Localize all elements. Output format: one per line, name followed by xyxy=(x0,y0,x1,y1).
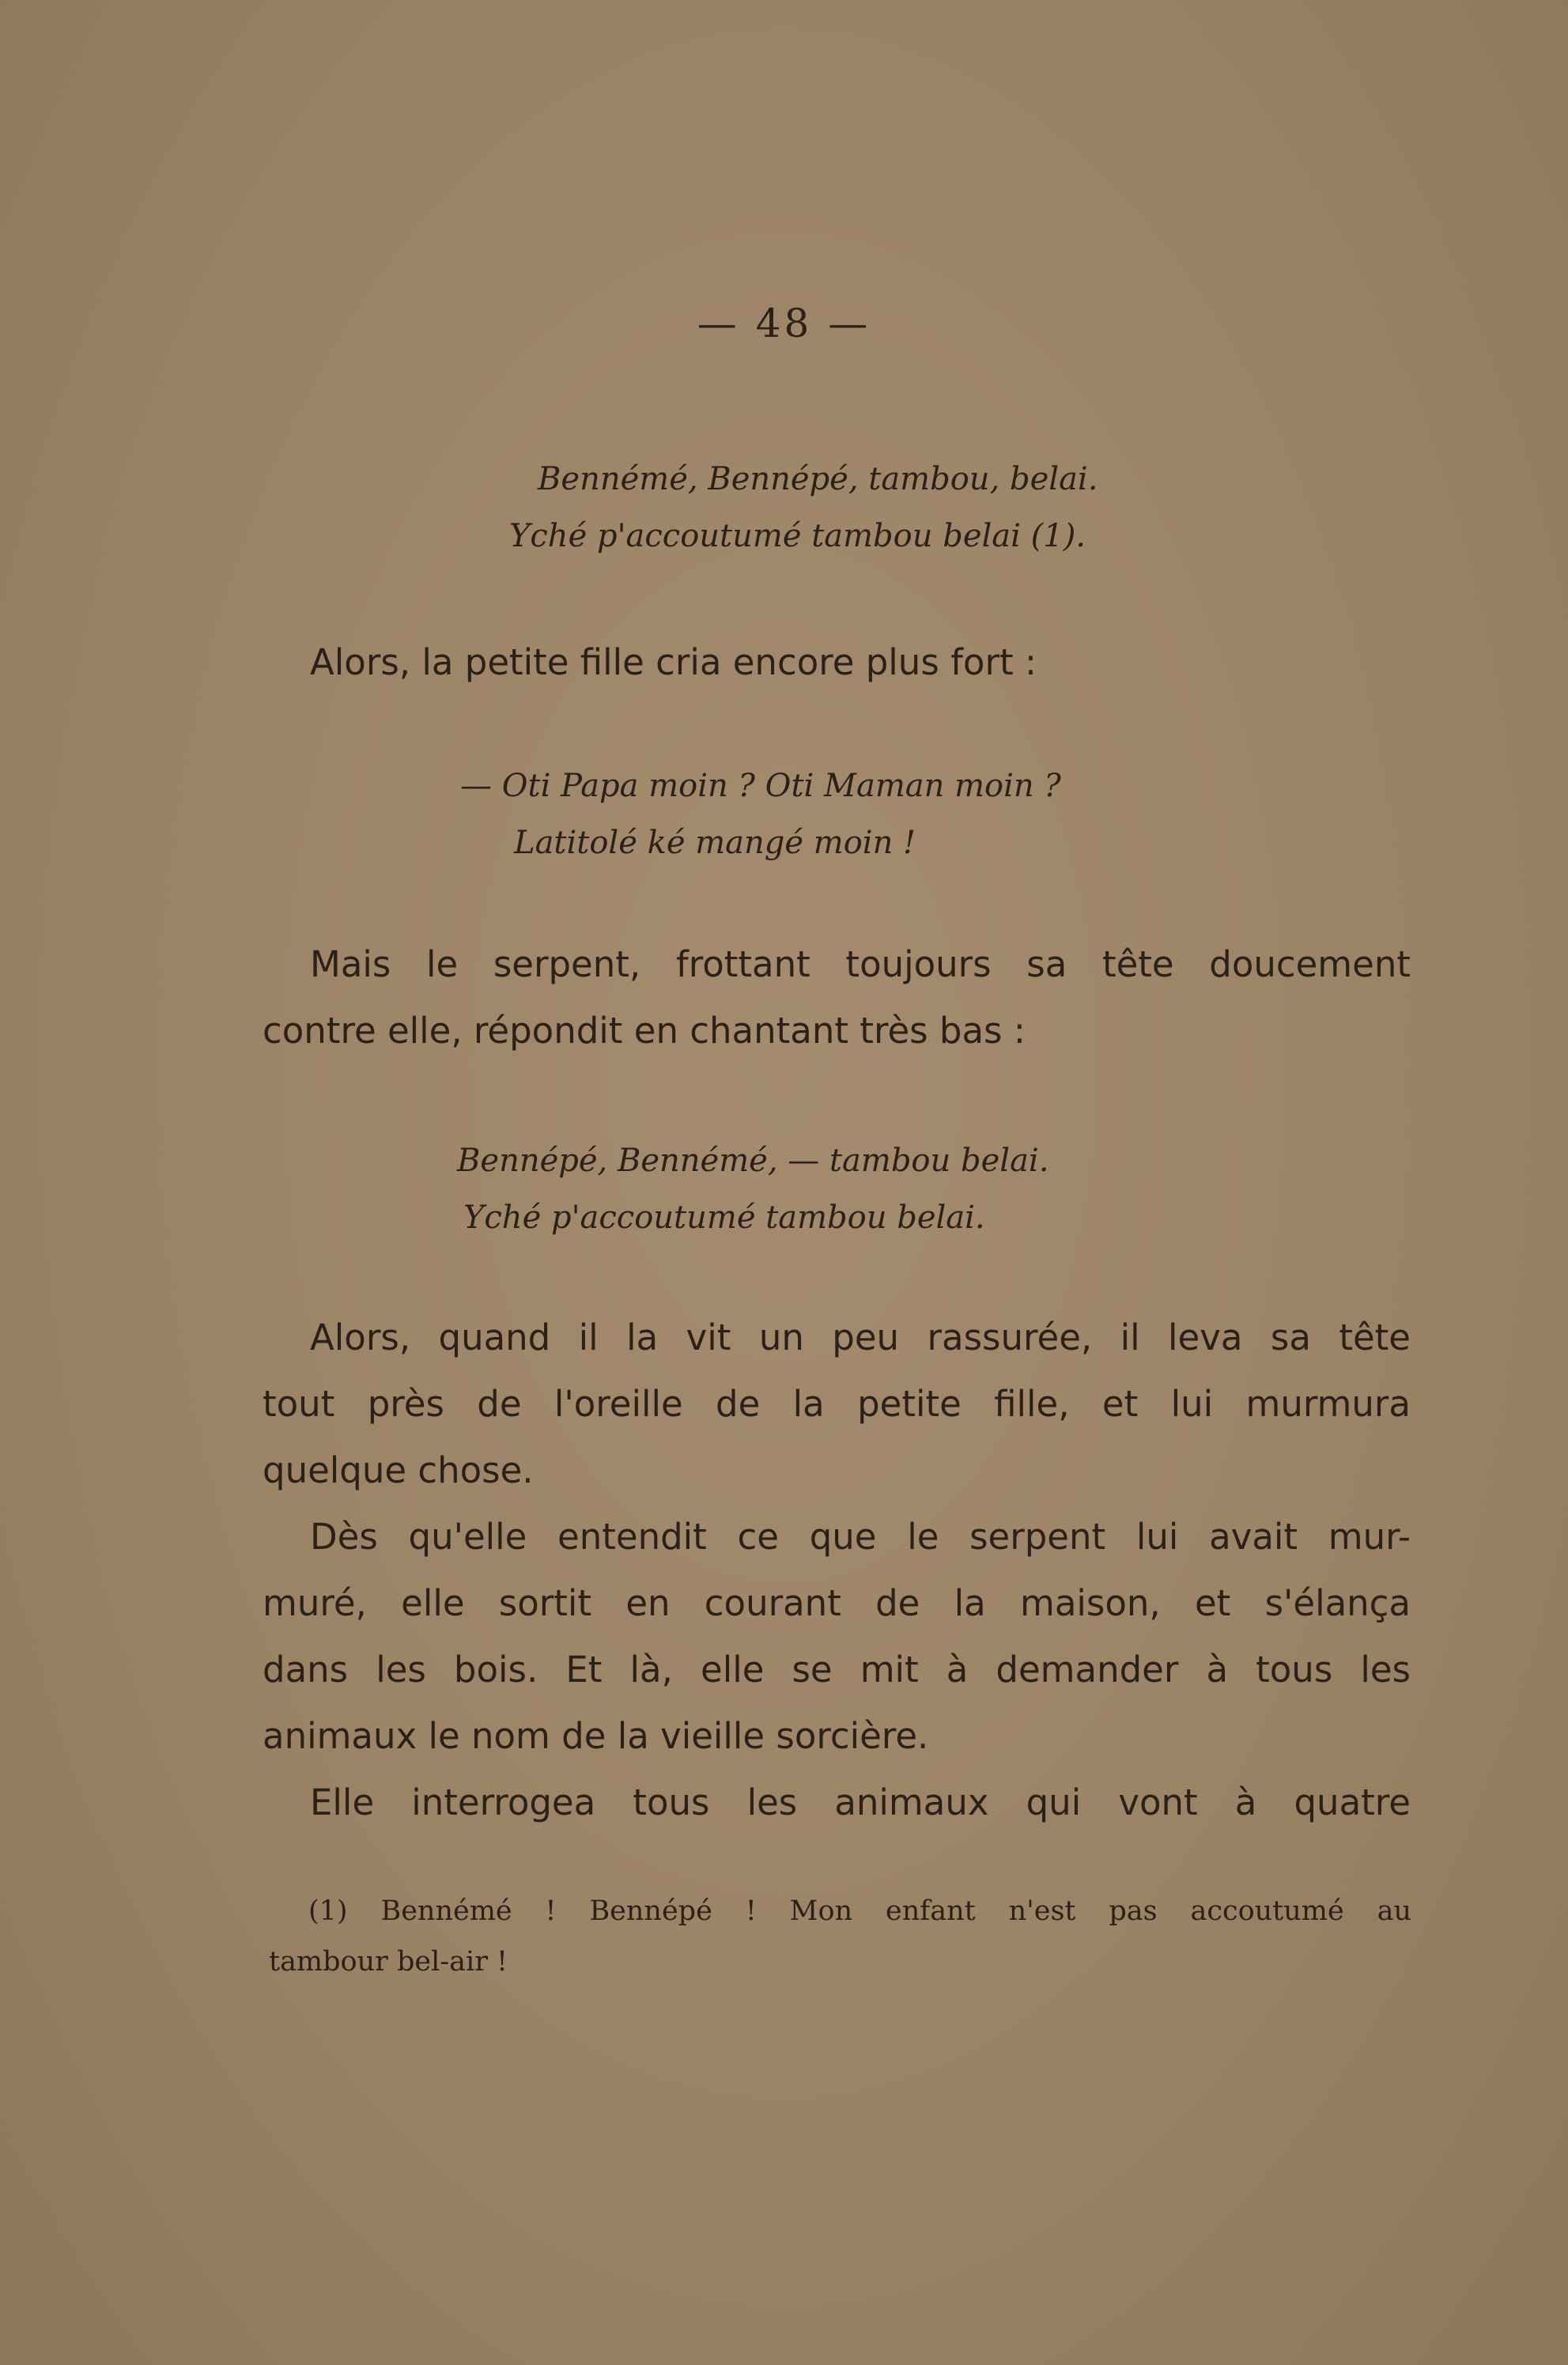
paragraph-line: Elle interrogea tous les animaux qui vont à quatre xyxy=(310,1781,1411,1823)
verse-2 xyxy=(460,757,1061,871)
footnote-line: tambour bel-air ! xyxy=(269,1946,508,1978)
verse-3 xyxy=(457,1132,1048,1246)
verse-line: Yché p'accoutumé tambou belai (1). xyxy=(509,518,1086,554)
page-number: — 48 — xyxy=(697,300,871,346)
verse-line: — Oti Papa moin ? Oti Maman moin ? xyxy=(460,768,1061,804)
paragraph-line: tout près de l'oreille de la petite fille, et lui murmura xyxy=(263,1383,1411,1425)
paragraph-line: quelque chose. xyxy=(263,1449,534,1491)
paragraph-1 xyxy=(263,629,1411,696)
paragraph-line: Alors, la petite fille cria encore plus fort : xyxy=(310,641,1037,683)
paragraph-line: contre elle, répondit en chantant très bas : xyxy=(263,1010,1026,1052)
paragraph-line: dans les bois. Et là, elle se mit à demander à tous les xyxy=(263,1649,1411,1691)
paragraph-line: Mais le serpent, frottant toujours sa tête doucement xyxy=(310,943,1411,985)
paragraph-line: muré, elle sortit en courant de la maison, et s'élança xyxy=(263,1582,1411,1624)
verse-line: Yché p'accoutumé tambou belai. xyxy=(463,1200,985,1236)
footnote-line: (1) Bennémé ! Bennépé ! Mon enfant n'est pas accoutumé au xyxy=(308,1895,1411,1927)
paragraph-3 xyxy=(263,1305,1411,1836)
paragraph-2 xyxy=(263,931,1411,1064)
footnote xyxy=(269,1886,1411,1987)
verse-line: Latitolé ké mangé moin ! xyxy=(514,825,916,861)
paragraph-line: animaux le nom de la vieille sorcière. xyxy=(263,1715,929,1757)
verse-line: Bennépé, Bennémé, — tambou belai. xyxy=(457,1143,1049,1179)
paragraph-line: Dès qu'elle entendit ce que le serpent lui avait mur- xyxy=(310,1516,1411,1558)
paragraph-line: Alors, quand il la vit un peu rassurée, il leva sa tête xyxy=(310,1317,1411,1358)
verse-line: Bennémé, Bennépé, tambou, belai. xyxy=(538,461,1098,497)
verse-1 xyxy=(509,451,1098,565)
